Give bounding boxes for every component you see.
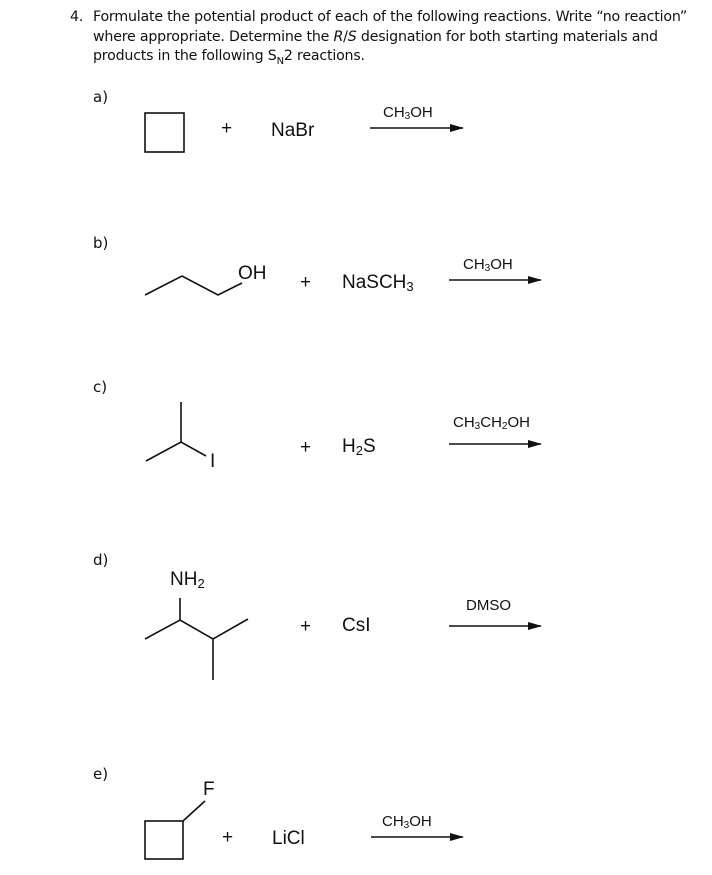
reagent-d: CsI: [342, 615, 371, 636]
part-c-label: c): [93, 378, 108, 396]
plus-sign-a: +: [221, 118, 233, 139]
fluorine-label: F: [203, 779, 215, 800]
part-a-label: a): [93, 88, 109, 106]
plus-sign-e: +: [222, 827, 234, 848]
question-text: Formulate the potential product of each of the following reactions. Write “no reaction” where appropriate. Determine the R/S designation for both starting materials and products in the following $S_N2$ reactions.: [93, 9, 687, 67]
condition-d: DMSO: [466, 597, 511, 614]
reagent-b: NaSCH$_3$: [342, 272, 414, 294]
condition-c: $CH_3CH_2OH$: [453, 414, 530, 432]
plus-sign-c: +: [300, 437, 312, 458]
amine-structure: [145, 598, 248, 680]
plus-sign-b: +: [300, 272, 312, 293]
condition-a: $CH_3OH$: [383, 104, 433, 122]
fluoro-cyclobutane-structure: [145, 801, 205, 859]
condition-b: $CH_3OH$: [463, 256, 513, 274]
iodine-label: I: [210, 451, 216, 472]
part-d-label: d): [93, 551, 109, 569]
plus-sign-d: +: [300, 616, 312, 637]
reagent-c: $H_2S$: [342, 436, 376, 458]
butanol-structure: [145, 276, 242, 295]
hydroxyl-label: OH: [238, 263, 267, 284]
part-e-label: e): [93, 765, 109, 783]
reagent-a: NaBr: [271, 120, 315, 141]
question-number: 4.: [70, 9, 84, 25]
reagent-e: LiCl: [272, 828, 305, 849]
amine-label: $NH_2$: [170, 569, 205, 591]
part-b-label: b): [93, 234, 109, 252]
cyclobutane-structure: [145, 113, 184, 152]
condition-e: $CH_3OH$: [382, 813, 432, 831]
iodoalkane-structure: [146, 402, 206, 461]
